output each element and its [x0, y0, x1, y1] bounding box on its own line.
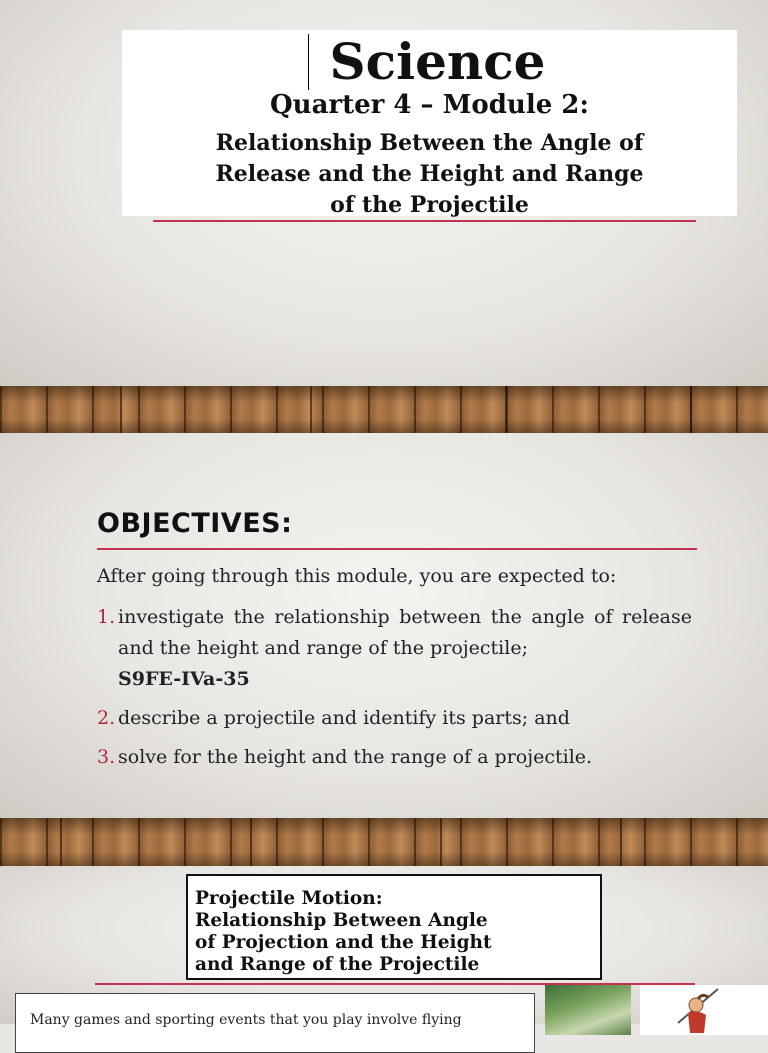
competency-code: S9FE-IVa-35: [118, 668, 250, 690]
objective-item-3: [97, 742, 692, 773]
lesson-title-line-1: Relationship Between the Angle of: [215, 130, 644, 156]
wood-floor-2: [0, 818, 768, 866]
javelin-thrower-illustration: [640, 985, 768, 1035]
objective-number: 1.: [97, 606, 116, 628]
title-divider: [153, 220, 696, 222]
objective-item-2: [97, 703, 692, 734]
module-subtitle: Quarter 4 – Module 2:: [270, 90, 589, 120]
objectives-heading: OBJECTIVES:: [97, 508, 293, 539]
topic-title-line-4: and Range of the Projectile: [195, 954, 480, 975]
topic-title-line-1: Projectile Motion:: [195, 888, 383, 909]
lesson-title-line-2: Release and the Height and Range: [215, 161, 644, 187]
fountain-photo: [545, 985, 631, 1035]
objective-text: investigate the relationship between the angle of release and the height and range of the projectile;: [118, 606, 692, 659]
intro-paragraph-box: [15, 993, 535, 1053]
wood-floor-1: [0, 386, 768, 433]
objective-text: solve for the height and the range of a projectile.: [118, 746, 593, 768]
slide-title: [0, 0, 768, 386]
lesson-title: [122, 128, 737, 221]
slide-title-science: Science: [329, 32, 546, 91]
topic-title-line-3: of Projection and the Height: [195, 932, 492, 953]
topic-title-box: [186, 874, 602, 980]
objective-text: describe a projectile and identify its parts; and: [118, 707, 570, 729]
title-box: [122, 30, 737, 216]
objective-number: 2.: [97, 707, 116, 729]
objective-item-1: [97, 602, 692, 695]
objective-number: 3.: [97, 746, 116, 768]
topic-title-line-2: Relationship Between Angle: [195, 910, 488, 931]
objectives-divider: [97, 548, 697, 550]
lesson-title-line-3: of the Projectile: [330, 192, 529, 218]
intro-paragraph: Many games and sporting events that you play involve flying: [30, 1012, 462, 1028]
objectives-intro: After going through this module, you are expected to:: [97, 565, 617, 587]
